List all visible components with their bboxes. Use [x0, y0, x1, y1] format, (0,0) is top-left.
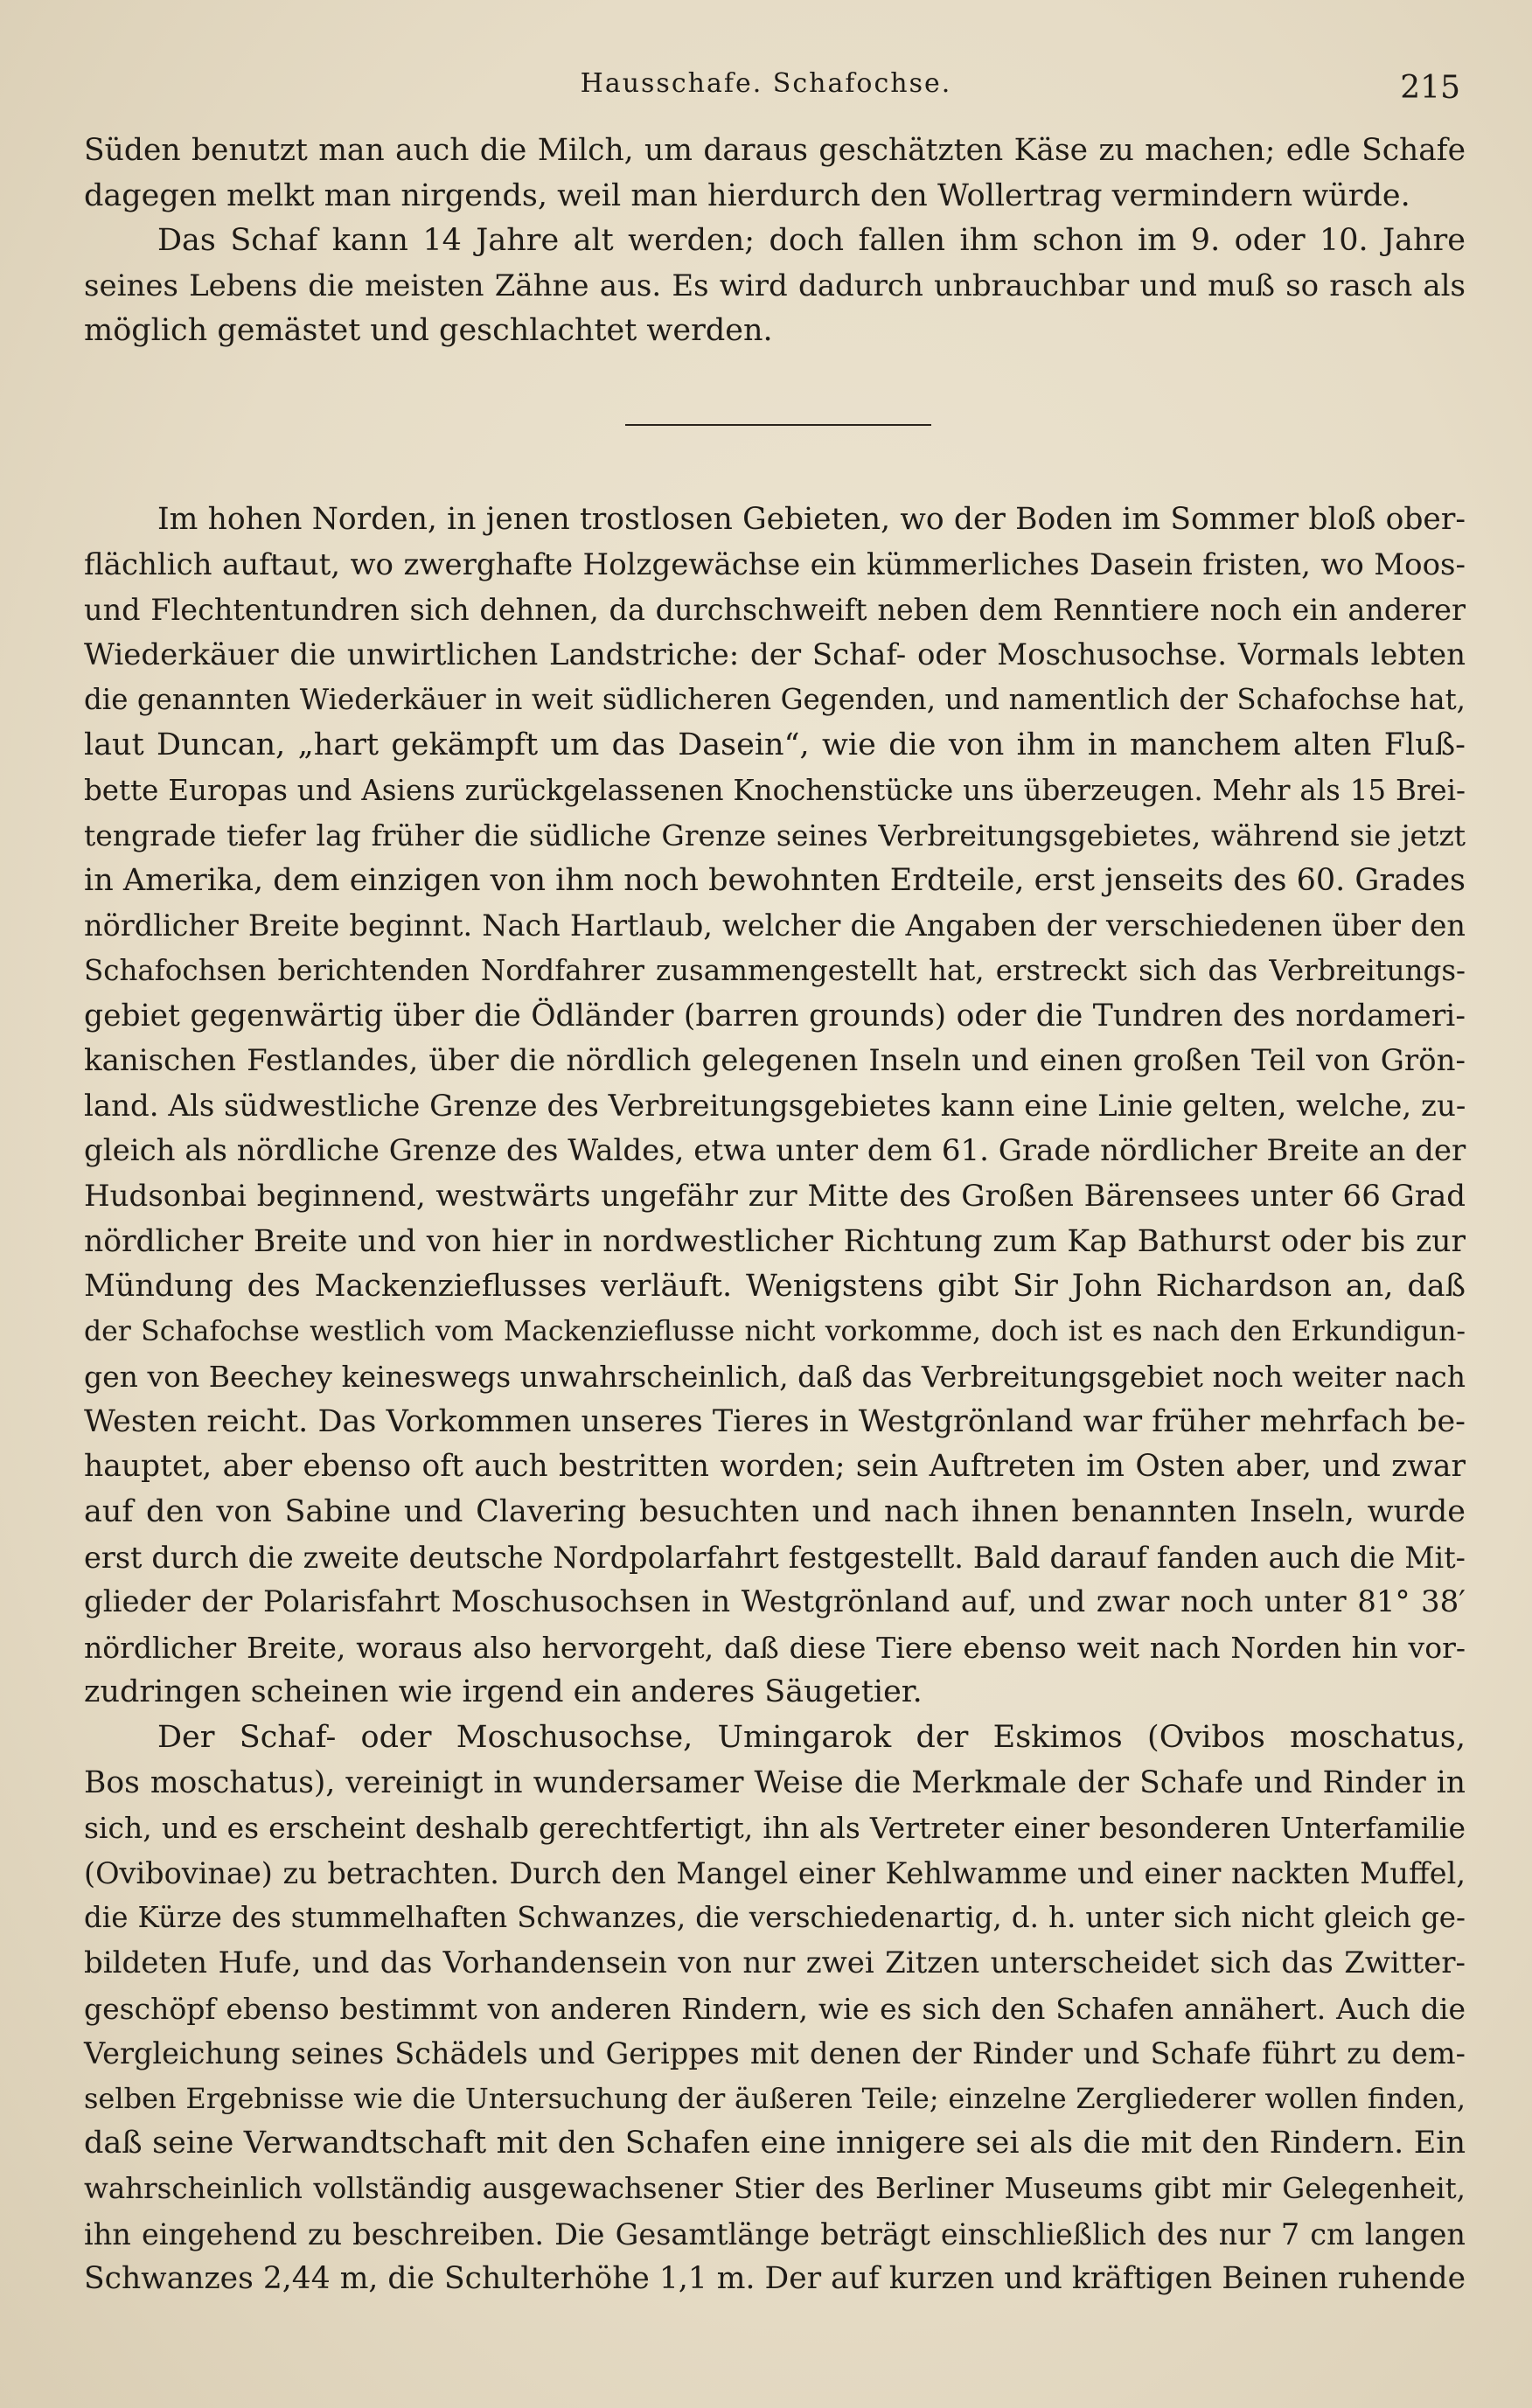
text-line: (Ovibovinae) zu betrachten. Durch den Mangel einer Kehlwamme und einer nackten Muffel,: [84, 1855, 1466, 1890]
text-line: daß seine Verwandtschaft mit den Schafen eine innigere sei als die mit den Rindern. Ein: [84, 2126, 1466, 2161]
text-line: erst durch die zweite deutsche Nordpolarfahrt festgestellt. Bald darauf fanden auch die Mit-: [84, 1540, 1466, 1575]
text-line: Im hohen Norden, in jenen trostlosen Gebieten, wo der Boden im Sommer bloß ober-: [157, 502, 1466, 537]
text-line: kanischen Festlandes, über die nördlich gelegenen Inseln und einen großen Teil von Grön-: [84, 1043, 1466, 1079]
text-line: tengrade tiefer lag früher die südliche Grenze seines Verbreitungsgebietes, während sie jetzt: [84, 818, 1466, 853]
text-line: glieder der Polarisfahrt Moschusochsen in Westgrönland auf, und zwar noch unter 81° 38′: [84, 1584, 1466, 1620]
page-number: 215: [1400, 70, 1460, 106]
text-line: wahrscheinlich vollständig ausgewachsener Stier des Berliner Museums gibt mir Gelegenheit,: [84, 2171, 1466, 2205]
text-line: in Amerika, dem einzigen von ihm noch bewohnten Erdteile, erst jenseits des 60. Grades: [84, 862, 1466, 898]
text-line: flächlich auftaut, wo zwerghafte Holzgewächse ein kümmerliches Dasein fristen, wo Moos-: [84, 546, 1466, 582]
text-line: auf den von Sabine und Clavering besuchten und nach ihnen benannten Inseln, wurde: [84, 1494, 1466, 1530]
text-line: Hudsonbai beginnend, westwärts ungefähr zur Mitte des Großen Bärensees unter 66 Grad: [84, 1178, 1466, 1214]
running-title: Hausschafe. Schafochse.: [580, 68, 952, 99]
text-line: Süden benutzt man auch die Milch, um daraus geschätzten Käse zu machen; edle Schafe: [84, 133, 1466, 168]
section-divider: [625, 424, 931, 426]
text-line: sich, und es erscheint deshalb gerechtfertigt, ihn als Vertreter einer besonderen Unterfamilie: [84, 1811, 1466, 1846]
text-line: Schwanzes 2,44 m, die Schulterhöhe 1,1 m. Der auf kurzen und kräftigen Beinen ruhende: [84, 2261, 1466, 2297]
text-line: gebiet gegenwärtig über die Ödländer (barren grounds) oder die Tundren des nordameri-: [84, 998, 1466, 1033]
text-line: zudringen scheinen wie irgend ein anderes Säugetier.: [84, 1674, 923, 1710]
text-line: Wiederkäuer die unwirtlichen Landstriche: der Schaf- oder Moschusochse. Vormals lebten: [84, 637, 1466, 672]
text-line: gleich als nördliche Grenze des Waldes, etwa unter dem 61. Grade nördlicher Breite an der: [84, 1133, 1466, 1169]
text-line: und Flechtentundren sich dehnen, da durchschweift neben dem Renntiere noch ein anderer: [84, 593, 1466, 628]
text-section-top: [84, 129, 1466, 354]
text-line: nördlicher Breite und von hier in nordwestlicher Richtung zum Kap Bathurst oder bis zur: [84, 1223, 1466, 1259]
text-line: dagegen melkt man nirgends, weil man hierdurch den Wollertrag vermindern würde.: [84, 177, 1410, 213]
text-line: möglich gemästet und geschlachtet werden.: [84, 313, 773, 349]
text-line: land. Als südwestliche Grenze des Verbreitungsgebietes kann eine Linie gelten, welche, zu-: [84, 1088, 1466, 1124]
text-line: Mündung des Mackenzieflusses verläuft. Wenigstens gibt Sir John Richardson an, daß: [84, 1269, 1466, 1305]
text-line: Bos moschatus), vereinigt in wundersamer Weise die Merkmale der Schafe und Rinder in: [84, 1764, 1466, 1800]
text-line: seines Lebens die meisten Zähne aus. Es wird dadurch unbrauchbar und muß so rasch als: [84, 268, 1466, 303]
text-line: der Schafochse westlich vom Mackenzieflusse nicht vorkomme, doch ist es nach den Erkundigun-: [84, 1315, 1466, 1347]
text-line: Schafochsen berichtenden Nordfahrer zusammengestellt hat, erstreckt sich das Verbreitungs-: [84, 953, 1466, 987]
text-line: gen von Beechey keineswegs unwahrscheinlich, daß das Verbreitungsgebiet noch weiter nach: [84, 1360, 1466, 1395]
text-line: die genannten Wiederkäuer in weit südlicheren Gegenden, und namentlich der Schafochse hat,: [84, 683, 1466, 717]
text-section-main: [84, 498, 1466, 2302]
text-line: laut Duncan, „hart gekämpft um das Dasein“, wie die von ihm in manchem alten Fluß-: [84, 727, 1466, 762]
text-line: Westen reicht. Das Vorkommen unseres Tieres in Westgrönland war früher mehrfach be-: [84, 1403, 1466, 1439]
text-line: die Kürze des stummelhaften Schwanzes, die verschiedenartig, d. h. unter sich nicht gleich ge-: [84, 1901, 1466, 1935]
text-line: geschöpf ebenso bestimmt von anderen Rindern, wie es sich den Schafen annähert. Auch die: [84, 1991, 1466, 2026]
text-line: bette Europas und Asiens zurückgelassenen Knochenstücke uns überzeugen. Mehr als 15 Brei-: [84, 773, 1466, 807]
text-line: nördlicher Breite, woraus also hervorgeht, daß diese Tiere ebenso weit nach Norden hin vor-: [84, 1630, 1466, 1665]
text-line: hauptet, aber ebenso oft auch bestritten worden; sein Auftreten im Osten aber, und zwar: [84, 1449, 1466, 1485]
text-line: selben Ergebnisse wie die Untersuchung der äußeren Teile; einzelne Zergliederer wollen finden,: [84, 2081, 1466, 2115]
text-line: ihn eingehend zu beschreiben. Die Gesamtlänge beträgt einschließlich des nur 7 cm langen: [84, 2217, 1466, 2251]
text-line: Vergleichung seines Schädels und Gerippes mit denen der Rinder und Schafe führt zu dem-: [84, 2036, 1466, 2071]
text-line: Der Schaf- oder Moschusochse, Umingarok der Eskimos (Ovibos moschatus,: [157, 1720, 1466, 1756]
text-line: Das Schaf kann 14 Jahre alt werden; doch fallen ihm schon im 9. oder 10. Jahre: [157, 223, 1466, 259]
text-line: nördlicher Breite beginnt. Nach Hartlaub, welcher die Angaben der verschiedenen über den: [84, 908, 1466, 943]
text-line: bildeten Hufe, und das Vorhandensein von nur zwei Zitzen unterscheidet sich das Zwitter-: [84, 1945, 1466, 1980]
